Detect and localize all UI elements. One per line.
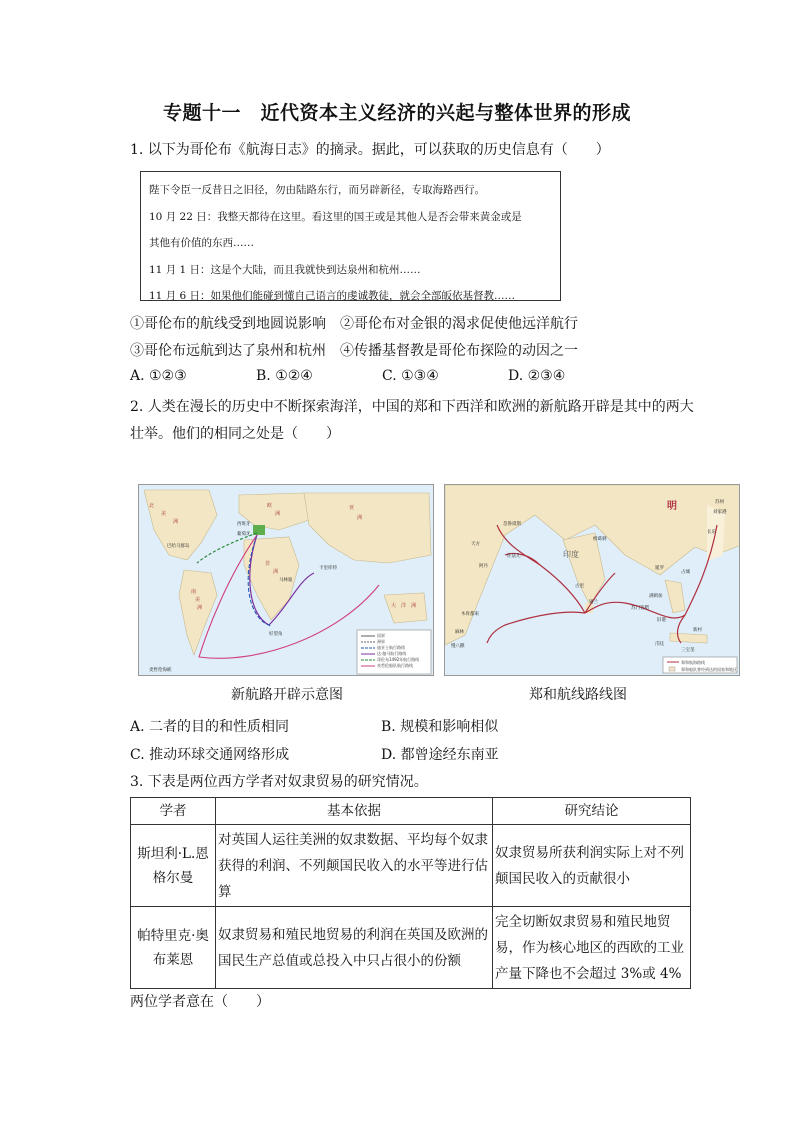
map-label: 满剌加 [649, 594, 663, 599]
table-row [131, 907, 691, 989]
map-label: 苏州 [715, 500, 724, 505]
legend-label: 迪亚士航行路线 [377, 645, 405, 650]
quote-line: 11 月 6 日：如果他们能碰到懂自己语言的虔诚教徒，就会全部皈依基督教…… [149, 290, 516, 302]
map-caption-right: 郑和航线路线图 [529, 687, 627, 703]
map-label: 占城 [681, 570, 690, 575]
q2-stem-line2: 壮举。他们的相同之处是（ ） [130, 426, 340, 442]
map-label: 天方 [471, 542, 480, 547]
q3-stem: 3. 下表是两位西方学者对奴隶贸易的研究情况。 [130, 774, 428, 790]
map-label: 欧 [267, 503, 273, 509]
q1-statement: ③哥伦布远航到达了泉州和杭州 ④传播基督教是哥伦布探险的动因之一 [130, 343, 578, 359]
map-label: 明 [667, 501, 677, 512]
legend-label: 郑和船队曾经到达的国家和地区 [681, 667, 737, 672]
map-label: 卡里库特 [319, 566, 337, 571]
map-label: 洲 [357, 515, 363, 521]
q1-statement: ①哥伦布的航线受到地圆说影响 ②哥伦布对金银的渴求促使他远洋航行 [130, 316, 578, 332]
map-label: 佐法儿 [507, 554, 521, 559]
option-d: D. ②③④ [508, 368, 566, 384]
legend-label: 麦哲伦船队航行路线 [377, 663, 413, 668]
map-label: 刘家港 [713, 510, 727, 515]
map-label: 旧港 [657, 618, 666, 623]
legend-label: 郑和航海路线 [681, 660, 705, 665]
research-table [130, 797, 691, 989]
map-label: 好望角 [269, 632, 283, 637]
legend-label: 国界 [377, 633, 385, 638]
quote-line: 10 月 22 日：我整天都待在这里。看这里的国王或是其他人是否会带来黄金或是 [149, 210, 522, 223]
option-a: A. 二者的目的和性质相同 [130, 719, 290, 735]
map-label: 爪哇 [655, 642, 664, 647]
page-title: 专题十一 近代资本主义经济的兴起与整体世界的形成 [162, 102, 631, 124]
map-label: 锡兰 [589, 600, 598, 605]
map-label: 美 [161, 511, 167, 517]
map-label: 暹罗 [655, 566, 664, 571]
map-label: 榜葛剌 [593, 537, 607, 542]
map-label: 新村 [693, 628, 702, 633]
q3-tail: 两位学者意在（ ） [130, 994, 270, 1010]
option-b: B. ①②④ [256, 368, 313, 384]
table-cell: 斯坦利·L.恩格尔曼 [131, 825, 216, 907]
map-label: 洲 [197, 605, 203, 611]
table-header: 研究结论 [493, 798, 691, 825]
quote-line: 其他有价值的东西…… [149, 237, 254, 249]
option-b: B. 规模和影响相似 [381, 719, 499, 735]
map-label: 洲 [173, 519, 179, 525]
table-cell: 奴隶贸易和殖民地贸易的利润在英国及欧洲的国民生产总值或总投入中只占很小的份额 [216, 907, 493, 989]
quote-line: 11 月 1 日：这是个大陆，而且我就快到达泉州和杭州…… [149, 263, 421, 276]
map-label: 阿丹 [479, 564, 488, 569]
map-label: 亚 [349, 505, 355, 511]
quote-line: 陛下令臣一反昔日之旧径，勿由陆路东行，而另辟新径，专取海路西行。 [149, 184, 485, 196]
map-label: 忽鲁谟斯 [503, 522, 521, 527]
table-header: 学者 [131, 798, 216, 825]
option-c: C. ①③④ [382, 368, 439, 384]
table-row [131, 825, 691, 907]
map-label: 苏门答腊 [631, 606, 649, 611]
map-label: 麦哲伦海峡 [149, 668, 172, 673]
zheng-he-map [444, 484, 740, 676]
legend-label: 洲界 [377, 639, 385, 644]
map-caption-left: 新航路开辟示意图 [231, 687, 343, 703]
new-route-map [138, 484, 434, 676]
map-label: 三宝垄 [681, 648, 695, 653]
map-label: 北 [149, 503, 155, 509]
map-label: 洲 [411, 603, 417, 609]
table-cell: 奴隶贸易所获利润实际上对不列颠国民收入的贡献很小 [493, 825, 691, 907]
map-label: 巴哈马群岛 [167, 544, 190, 549]
legend-label: 哥伦布1492年航行路线 [377, 657, 420, 662]
map-label: 木骨都束 [461, 612, 479, 617]
map-label: 慢八撒 [451, 644, 465, 649]
map-label: 洋 [401, 603, 407, 609]
legend-label: 达·伽马航行路线 [377, 651, 407, 656]
q1-stem: 1. 以下为哥伦布《航海日志》的摘录。据此，可以获取的历史信息有（ ） [130, 142, 610, 158]
map-label: 麻林 [455, 630, 464, 635]
map-label: 南 [191, 589, 197, 595]
map-label: 洲 [275, 511, 281, 517]
q2-stem-line1: 2. 人类在漫长的历史中不断探索海洋，中国的郑和下西洋和欧洲的新航路开辟是其中的两大 [130, 399, 694, 415]
table-cell: 完全切断奴隶贸易和殖民地贸易，作为核心地区的西欧的工业产量下降也不会超过 3%或 4% [493, 907, 691, 989]
zheng-he-map-graphic [445, 485, 740, 676]
map-label: 印度 [563, 550, 579, 559]
q1-quote-box [140, 171, 561, 301]
map-label: 长乐 [707, 530, 716, 535]
map-label: 洲 [273, 569, 279, 575]
option-d: D. 都曾途经东南亚 [381, 747, 499, 763]
new-route-map-graphic [139, 485, 434, 676]
map-label: 大 [391, 603, 397, 609]
table-header: 基本依据 [216, 798, 493, 825]
map-label: 马林迪 [279, 578, 293, 583]
map-label: 西班牙 [237, 522, 251, 527]
table-header-row [131, 798, 691, 825]
map-label: 非 [265, 561, 271, 567]
map-label: 葡萄牙 [237, 532, 251, 537]
map-label: 古里 [575, 584, 584, 589]
map-label: 美 [195, 597, 201, 603]
table-cell: 帕特里克·奥布莱恩 [131, 907, 216, 989]
option-a: A. ①②③ [130, 368, 187, 384]
table-cell: 对英国人运往美洲的奴隶数据、平均每个奴隶获得的利润、不列颠国民收入的水平等进行估算 [216, 825, 493, 907]
option-c: C. 推动环球交通网络形成 [130, 747, 290, 763]
